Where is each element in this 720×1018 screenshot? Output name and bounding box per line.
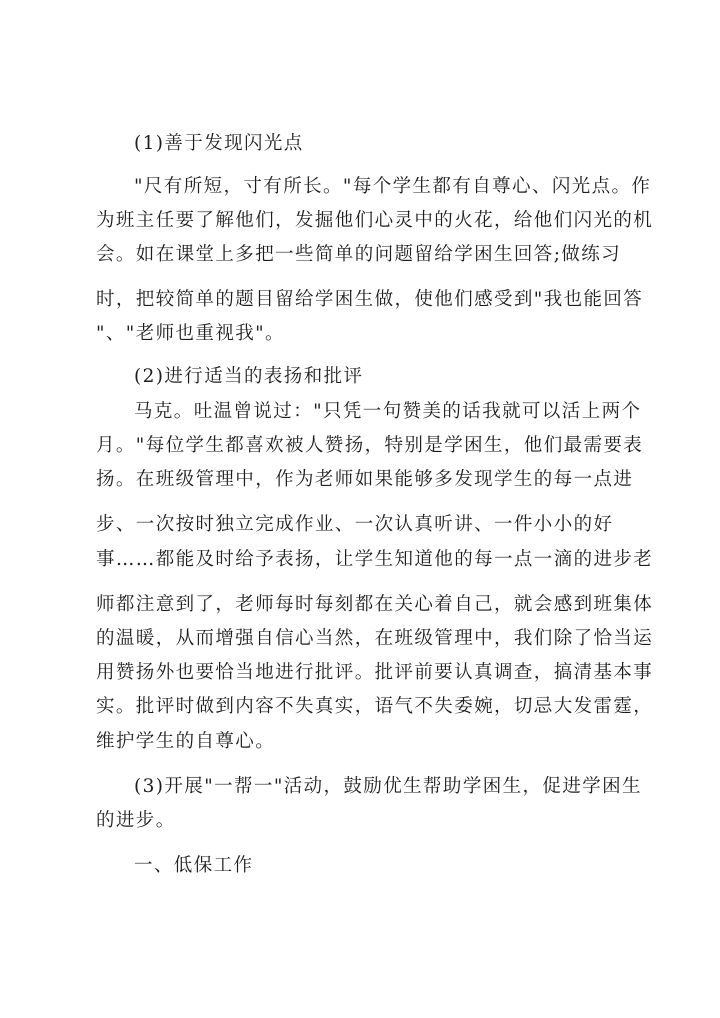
- paragraph-line: 的温暖，从而增强自信心当然，在班级管理中，我们除了恰当运: [96, 628, 654, 649]
- paragraph-line: 步、一次按时独立完成作业、一次认真听讲、一件小小的好: [96, 514, 614, 535]
- heading-3: (3)开展"一帮一"活动，鼓励优生帮助学困生，促进学困生: [134, 776, 642, 797]
- paragraph-line: 会。如在课堂上多把一些简单的问题留给学困生回答;做练习: [96, 244, 622, 265]
- heading-2: (2)进行适当的表扬和批评: [134, 366, 364, 387]
- paragraph-line: 用赞扬外也要恰当地进行批评。批评前要认真调查，搞清基本事: [96, 662, 654, 683]
- paragraph-line: 的进步。: [96, 810, 176, 831]
- paragraph-line: 事……都能及时给予表扬，让学生知道他的每一点一滴的进步老: [96, 549, 654, 570]
- paragraph-line: 维护学生的自尊心。: [96, 731, 276, 752]
- paragraph-line: 为班主任要了解他们，发掘他们心灵中的火花，给他们闪光的机: [96, 210, 654, 231]
- paragraph-line: 马克。吐温曾说过："只凭一句赞美的话我就可以活上两个: [134, 401, 642, 422]
- paragraph-line: 扬。在班级管理中，作为老师如果能够多发现学生的每一点进: [96, 469, 634, 490]
- paragraph-line: 师都注意到了，老师每时每刻都在关心着自己，就会感到班集体: [96, 594, 654, 615]
- paragraph-line: "尺有所短，寸有所长。"每个学生都有自尊心、闪光点。作: [134, 176, 652, 197]
- paragraph-line: "、"老师也重视我"。: [96, 323, 285, 344]
- paragraph-line: 实。批评时做到内容不失真实，语气不失委婉，切忌大发雷霆，: [96, 696, 654, 717]
- paragraph-line: 时，把较简单的题目留给学困生做，使他们感受到"我也能回答: [96, 289, 644, 310]
- section-heading: 一、低保工作: [134, 855, 254, 876]
- heading-1: (1)善于发现闪光点: [134, 133, 304, 154]
- paragraph-line: 月。"每位学生都喜欢被人赞扬，特别是学困生，他们最需要表: [96, 435, 644, 456]
